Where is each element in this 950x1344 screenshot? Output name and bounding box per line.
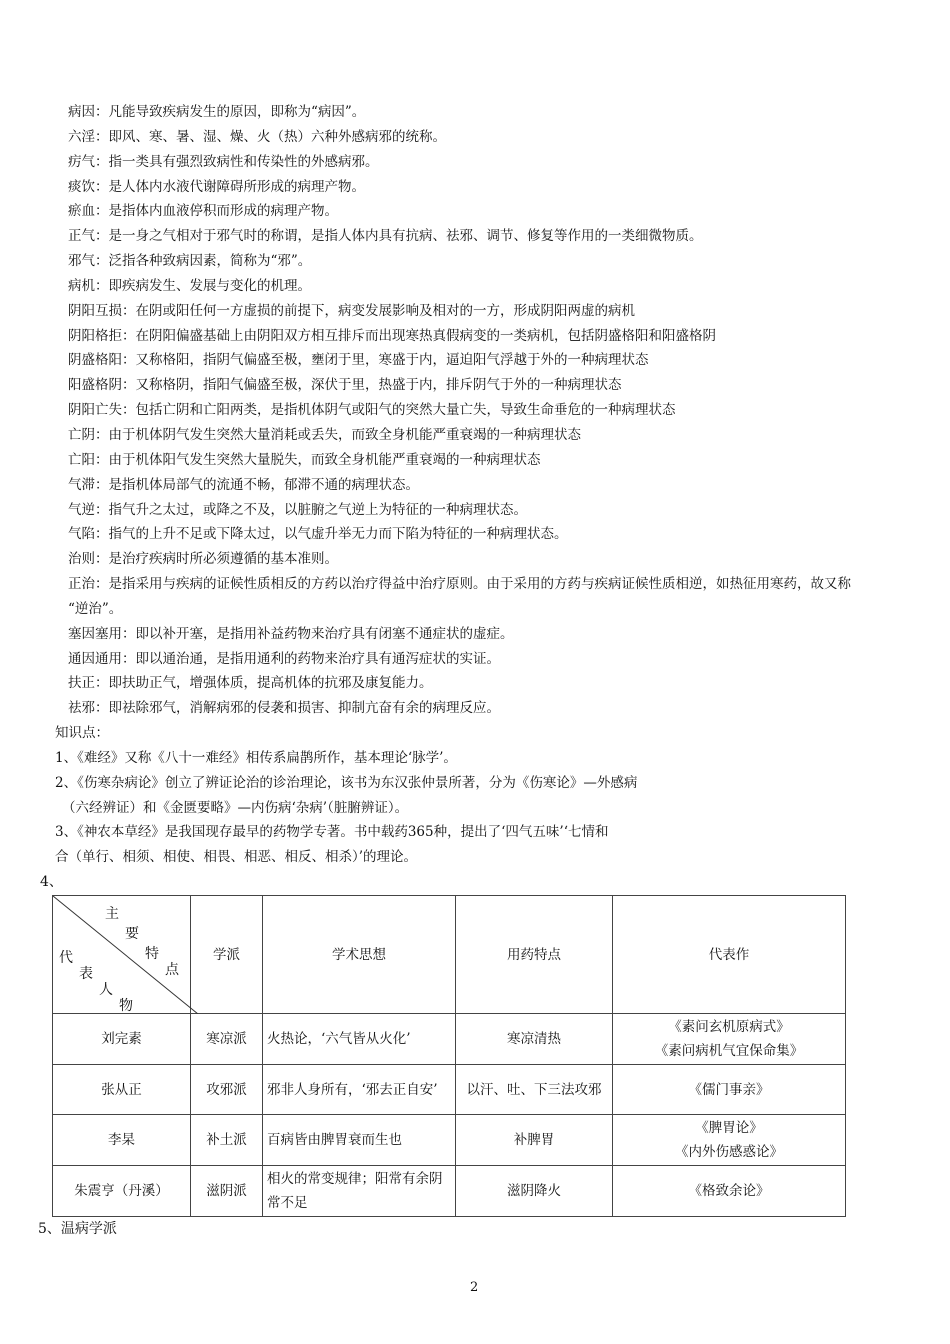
definition-line: 正气：是一身之气相对于邪气时的称谓，是指人体内具有抗病、祛邪、调节、修复等作用的一类细微物质。 [68, 228, 703, 245]
cell-school: 攻邪派 [191, 1065, 263, 1115]
page-number: 2 [470, 1280, 479, 1295]
table-row [53, 1014, 846, 1065]
corner-char: 代 [59, 950, 73, 966]
corner-char: 人 [99, 982, 113, 998]
table-row [53, 1065, 846, 1115]
cell-thought: 火热论，‘六气皆从火化’ [263, 1014, 456, 1065]
definition-line: 扶正：即扶助正气，增强体质，提高机体的抗邪及康复能力。 [68, 675, 433, 692]
cell-thought: 相火的常变规律；阳常有余阴常不足 [263, 1166, 456, 1217]
definition-line: 阴盛格阳：又称格阳，指阴气偏盛至极，壅闭于里，寒盛于内，逼迫阳气浮越于外的一种病理状态 [68, 352, 649, 369]
cell-medication: 寒凉清热 [456, 1014, 613, 1065]
body-text [0, 100, 950, 895]
section-4-heading: 4、 [40, 874, 63, 891]
definition-line: 亡阴：由于机体阴气发生突然大量消耗或丢失，而致全身机能严重衰竭的一种病理状态 [68, 426, 581, 443]
corner-char: 主 [105, 906, 119, 922]
header-works: 代表作 [613, 896, 846, 1014]
knowledge-item: 3、《神农本草经》是我国现存最早的药物学专著。书中载药365种，提出了‘四气五味’‘七情和 [55, 824, 609, 841]
definition-line: 阴阳亡失：包括亡阴和亡阳两类，是指机体阴气或阳气的突然大量亡失，导致生命垂危的一种病理状态 [68, 402, 676, 419]
cell-physician: 李杲 [53, 1115, 191, 1166]
definition-line: 塞因塞用：即以补开塞，是指用补益药物来治疗具有闭塞不通症状的虚症。 [68, 625, 514, 642]
cell-thought: 邪非人身所有，‘邪去正自安’ [263, 1065, 456, 1115]
knowledge-item: （六经辨证）和《金匮要略》—内伤病‘杂病’（脏腑辨证）。 [62, 799, 409, 816]
cell-physician: 刘完素 [53, 1014, 191, 1065]
definition-line: “逆治”。 [68, 600, 123, 617]
definition-line: 亡阳：由于机体阳气发生突然大量脱失，而致全身机能严重衰竭的一种病理状态 [68, 451, 541, 468]
section-5-heading: 5、温病学派 [38, 1221, 117, 1237]
definition-line: 气逆：指气升之太过，或降之不及，以脏腑之气逆上为特征的一种病理状态。 [68, 501, 527, 518]
definition-line: 疠气：指一类具有强烈致病性和传染性的外感病邪。 [68, 153, 379, 170]
definition-line: 正治：是指采用与疾病的证候性质相反的方药以治疗得益中治疗原则。由于采用的方药与疾病证候性质相逆，如热征用寒药，故又称 [68, 576, 851, 593]
header-school: 学派 [191, 896, 263, 1014]
corner-char: 点 [165, 962, 179, 978]
table-header-row [53, 896, 846, 1014]
definition-line: 六淫：即风、寒、暑、湿、燥、火（热）六种外感病邪的统称。 [68, 128, 446, 145]
cell-works: 《脾胃论》 《内外伤感惑论》 [613, 1115, 846, 1166]
definition-line: 气陷：指气的上升不足或下降太过，以气虚升举无力而下陷为特征的一种病理状态。 [68, 526, 568, 543]
corner-char: 物 [119, 998, 133, 1014]
physicians-table [52, 895, 846, 1217]
cell-physician: 张从正 [53, 1065, 191, 1115]
definition-line: 治则：是治疗疾病时所必须遵循的基本准则。 [68, 551, 338, 568]
definition-line: 阴阳格拒：在阴阳偏盛基础上由阴阳双方相互排斥而出现寒热真假病变的一类病机，包括阴盛格阳和阳盛格阴 [68, 327, 716, 344]
table-row [53, 1166, 846, 1217]
cell-thought: 百病皆由脾胃衰而生也 [263, 1115, 456, 1166]
definition-line: 气滞：是指机体局部气的流通不畅，郁滞不通的病理状态。 [68, 476, 419, 493]
definition-line: 病机：即疾病发生、发展与变化的机理。 [68, 277, 311, 294]
knowledge-heading: 知识点： [55, 725, 109, 742]
definition-line: 通因通用：即以通治通，是指用通利的药物来治疗具有通泻症状的实证。 [68, 650, 500, 667]
knowledge-item: 合（单行、相须、相使、相畏、相恶、相反、相杀）’的理论。 [55, 849, 418, 866]
header-thought: 学术思想 [263, 896, 456, 1014]
definition-line: 阳盛格阴：又称格阴，指阳气偏盛至极，深伏于里，热盛于内，排斥阴气于外的一种病理状态 [68, 377, 622, 394]
cell-medication: 补脾胃 [456, 1115, 613, 1166]
knowledge-item: 1、《难经》又称《八十一难经》相传系扁鹊所作，基本理论‘脉学’。 [55, 749, 457, 766]
cell-physician: 朱震亨（丹溪） [53, 1166, 191, 1217]
diagonal-header-cell [53, 896, 191, 1014]
corner-char: 特 [145, 946, 159, 962]
definition-line: 阴阳互损：在阴或阳任何一方虚损的前提下，病变发展影响及相对的一方，形成阴阳两虚的病机 [68, 302, 635, 319]
definition-line: 瘀血：是指体内血液停积而形成的病理产物。 [68, 203, 338, 220]
cell-school: 补土派 [191, 1115, 263, 1166]
table-row [53, 1115, 846, 1166]
corner-char: 要 [125, 926, 139, 942]
corner-char: 表 [79, 966, 93, 982]
cell-works: 《素问玄机原病式》 《素问病机气宜保命集》 [613, 1014, 846, 1065]
cell-medication: 以汗、吐、下三法攻邪 [456, 1065, 613, 1115]
header-medication: 用药特点 [456, 896, 613, 1014]
cell-works: 《格致余论》 [613, 1166, 846, 1217]
definition-line: 病因：凡能导致疾病发生的原因，即称为“病因”。 [68, 104, 366, 120]
cell-medication: 滋阴降火 [456, 1166, 613, 1217]
definition-line: 邪气：泛指各种致病因素，简称为“邪”。 [68, 253, 312, 270]
definition-line: 痰饮：是人体内水液代谢障碍所形成的病理产物。 [68, 178, 365, 195]
knowledge-item: 2、《伤寒杂病论》创立了辨证论治的诊治理论，该书为东汉张仲景所著，分为《伤寒论》—外感病 [55, 774, 638, 791]
cell-school: 寒凉派 [191, 1014, 263, 1065]
definition-line: 祛邪：即祛除邪气，消解病邪的侵袭和损害、抑制亢奋有余的病理反应。 [68, 700, 500, 717]
cell-works: 《儒门事亲》 [613, 1065, 846, 1115]
cell-school: 滋阴派 [191, 1166, 263, 1217]
